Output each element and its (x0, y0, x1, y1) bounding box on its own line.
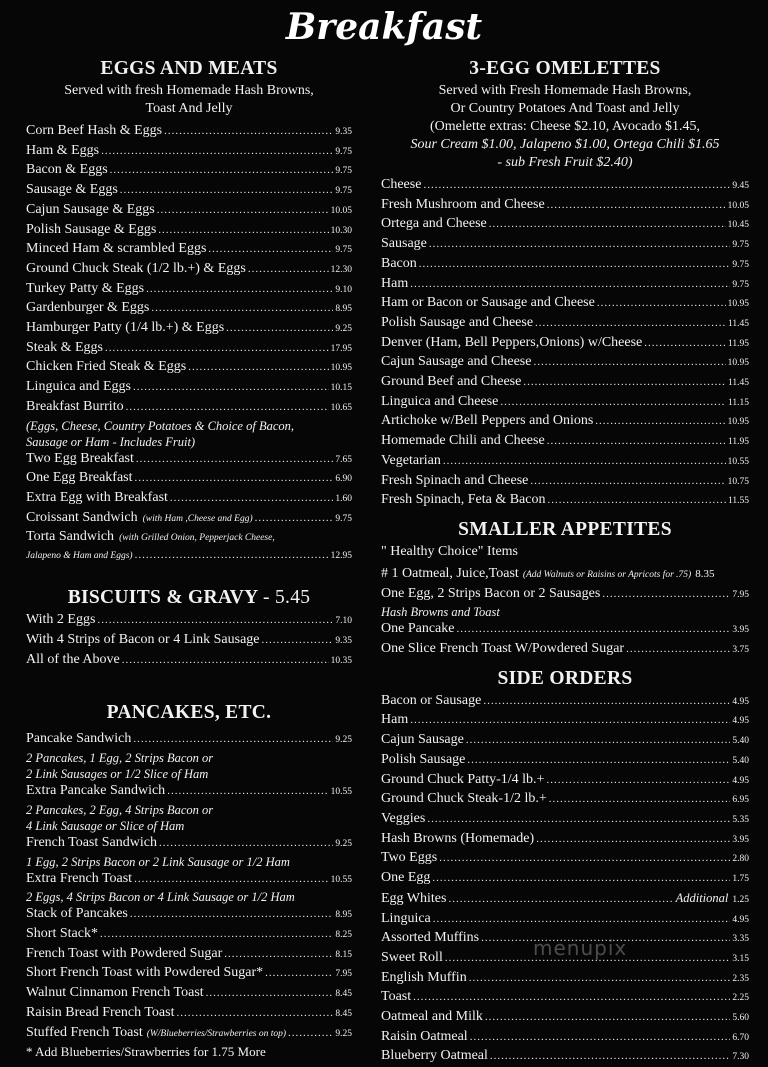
menu-item (381, 620, 749, 640)
menu-item (26, 834, 352, 854)
page-title: Breakfast (0, 6, 768, 48)
menu-item (26, 181, 352, 201)
menu-item-price: 11.45 (728, 374, 749, 393)
right-column (381, 56, 749, 1067)
menu-item (26, 1004, 352, 1024)
menu-item (26, 378, 352, 398)
section-heading-smaller: SMALLER APPETITES (381, 517, 749, 543)
menu-item-price: 9.75 (335, 241, 352, 260)
menu-item (26, 280, 352, 300)
menu-item-price: 2.25 (732, 989, 749, 1008)
menu-item-name: Short Stack* (26, 925, 98, 944)
section-price: - 5.45 (263, 587, 310, 608)
menu-list-biscuits (26, 611, 352, 670)
menu-item (26, 925, 352, 945)
menu-item (381, 711, 749, 731)
menu-item-name: Stack of Pancakes (26, 905, 128, 924)
menu-list-pancakes (26, 730, 352, 1023)
menu-item-price: 10.95 (728, 413, 749, 432)
menu-list-smaller (381, 620, 749, 659)
menu-item-price: 7.30 (732, 1048, 749, 1067)
menu-item-price: 9.45 (732, 177, 749, 196)
menu-item-price: 8.25 (335, 926, 352, 945)
menu-item-name: Bacon & Eggs (26, 161, 108, 180)
menu-item-name: Cheese (381, 176, 421, 195)
menu-item-price: 9.75 (335, 510, 352, 529)
menu-item-price: 1.25 (732, 891, 749, 910)
menu-item (381, 731, 749, 751)
menu-item-price: 3.95 (732, 831, 749, 850)
menu-item-price: 10.95 (728, 354, 749, 373)
section-heading-sides: SIDE ORDERS (381, 666, 749, 692)
menu-item-name: Ham or Bacon or Sausage and Cheese (381, 294, 595, 313)
menu-item-price: 7.65 (335, 451, 352, 470)
item-note: (Add Walnuts or Raisins or Apricots for .75) (523, 566, 691, 585)
menu-item-price: 5.40 (732, 752, 749, 771)
menu-item-price: 10.55 (331, 871, 352, 890)
menu-item (26, 651, 352, 671)
menu-item (381, 215, 749, 235)
menu-item-name: Ortega and Cheese (381, 215, 487, 234)
section-subtitle: Served with fresh Homemade Hash Browns, (26, 82, 352, 100)
menu-item-name: Two Eggs (381, 849, 437, 868)
menu-item-price: 10.45 (728, 216, 749, 235)
omelette-extras: - sub Fresh Fruit $2.40) (381, 154, 749, 172)
menu-item-name: Corn Beef Hash & Eggs (26, 122, 162, 141)
menu-item-name: Two Egg Breakfast (26, 450, 134, 469)
menu-item-price: 2.80 (732, 850, 749, 869)
menu-item (381, 235, 749, 255)
menu-item-price: 11.45 (728, 315, 749, 334)
menu-item (26, 161, 352, 181)
menu-item (381, 565, 749, 585)
menu-item-name: Stuffed French Toast (26, 1024, 143, 1043)
menu-item-name: Ground Beef and Cheese (381, 373, 521, 392)
menu-item-price: 10.55 (728, 453, 749, 472)
menu-item (381, 275, 749, 295)
menu-item (381, 314, 749, 334)
item-note: Additional (676, 889, 729, 908)
menu-item-price: 8.35 (695, 565, 714, 584)
item-note: (with Ham ,Cheese and Egg) (143, 510, 253, 529)
menu-item-price: 8.15 (335, 946, 352, 965)
menu-item (26, 469, 352, 489)
menu-item-price: 4.95 (732, 693, 749, 712)
menu-item-name: Croissant Sandwich (26, 509, 138, 528)
menu-item-name: French Toast Sandwich (26, 834, 157, 853)
menu-item-name: Linguica (381, 910, 431, 929)
menu-item (381, 751, 749, 771)
menu-item (381, 771, 749, 791)
menu-list-omelettes (381, 176, 749, 511)
menu-item-price: 1.60 (335, 490, 352, 509)
menu-item-name: Turkey Patty & Eggs (26, 280, 144, 299)
menu-item-name: Breakfast Burrito (26, 398, 124, 417)
menu-item-name: Homemade Chili and Cheese (381, 432, 545, 451)
menu-item-price: 10.75 (728, 473, 749, 492)
menu-item-name: Fresh Spinach and Cheese (381, 472, 528, 491)
menu-item-name: With 4 Strips of Bacon or 4 Link Sausage (26, 631, 260, 650)
menu-item-price: 4.95 (732, 772, 749, 791)
menu-item (26, 509, 352, 529)
menu-item (381, 889, 749, 910)
menu-item (381, 196, 749, 216)
menu-item (381, 640, 749, 660)
menu-item-name: Chicken Fried Steak & Eggs (26, 358, 186, 377)
menu-item-price: 10.35 (331, 652, 352, 671)
menu-item-name: Ham (381, 275, 408, 294)
menu-item-price: 5.60 (732, 1009, 749, 1028)
menu-item (26, 945, 352, 965)
section-heading-pancakes: PANCAKES, ETC. (26, 700, 352, 726)
footnote: * Add Blueberries/Strawberries for 1.75 More (26, 1043, 352, 1061)
item-note: (W/Blueberries/Strawberries on top) (147, 1025, 286, 1044)
menu-item-price: 6.90 (335, 470, 352, 489)
menu-item-price: 5.35 (732, 811, 749, 830)
menu-item-name: Extra French Toast (26, 870, 132, 889)
menu-item (381, 491, 749, 511)
menu-item (26, 730, 352, 750)
item-note: 4 Link Sausage or Slice of Ham (26, 818, 352, 834)
menu-item (26, 398, 352, 418)
menu-item (26, 122, 352, 142)
menu-item-name: Cajun Sausage (381, 731, 464, 750)
menu-item-name: Toast (381, 988, 411, 1007)
menu-item-price: 10.05 (331, 202, 352, 221)
item-note: Jalapeno & Ham and Eggs) (26, 548, 133, 565)
menu-item (26, 339, 352, 359)
menu-item-price: 9.25 (335, 1025, 352, 1044)
menu-item-price: 2.35 (732, 970, 749, 989)
menu-item-price: 3.15 (732, 950, 749, 969)
item-note: Sausage or Ham - Includes Fruit) (26, 434, 352, 450)
menu-item (381, 294, 749, 314)
menu-item (381, 849, 749, 869)
section-heading-biscuits: BISCUITS & GRAVY - 5.45 (26, 585, 352, 611)
menu-item-name: With 2 Eggs (26, 611, 95, 630)
menu-item (381, 176, 749, 196)
menu-item-name: French Toast with Powdered Sugar (26, 945, 222, 964)
item-note: 2 Eggs, 4 Strips Bacon or 4 Link Sausage or 1/2 Ham (26, 889, 352, 905)
menu-item-name: Ground Chuck Patty-1/4 lb.+ (381, 771, 544, 790)
menu-item (381, 452, 749, 472)
menu-item-name: # 1 Oatmeal, Juice,Toast (381, 565, 519, 584)
menu-item-name: Sweet Roll (381, 949, 443, 968)
menu-item-name: Vegetarian (381, 452, 441, 471)
menu-item (26, 782, 352, 802)
menu-item-name: Steak & Eggs (26, 339, 103, 358)
menu-item-name: Pancake Sandwich (26, 730, 131, 749)
menu-item (26, 611, 352, 631)
menu-item-price: 8.95 (335, 906, 352, 925)
menu-list-sides (381, 692, 749, 889)
menu-item (381, 830, 749, 850)
menu-item-price: 12.30 (331, 261, 352, 280)
menu-item-price: 9.75 (732, 256, 749, 275)
menu-item-name: Ground Chuck Steak (1/2 lb.+) & Eggs (26, 260, 246, 279)
menu-item-name: Extra Pancake Sandwich (26, 782, 165, 801)
menu-item-price: 8.45 (335, 1005, 352, 1024)
menu-item-name: Raisin Bread French Toast (26, 1004, 174, 1023)
menu-item (26, 240, 352, 260)
menu-item-price: 10.55 (331, 783, 352, 802)
omelette-extras: Sour Cream $1.00, Jalapeno $1.00, Ortega Chili $1.65 (381, 136, 749, 154)
menu-item-name: Ham (381, 711, 408, 730)
menu-item-price: 9.25 (335, 835, 352, 854)
menu-item-price: 7.95 (335, 965, 352, 984)
menu-item-name: Linguica and Eggs (26, 378, 131, 397)
menu-item (381, 692, 749, 712)
menu-item-name: One Egg (381, 869, 430, 888)
menu-item-price: 11.15 (728, 394, 749, 413)
omelette-extras: (Omelette extras: Cheese $2.10, Avocado $1.45, (381, 118, 749, 136)
menu-item (26, 631, 352, 651)
menu-item (381, 432, 749, 452)
menu-item-name: Ground Chuck Steak-1/2 lb.+ (381, 790, 547, 809)
menu-list-sides-2 (381, 910, 749, 1067)
menu-item (26, 984, 352, 1004)
menu-item-price: 9.75 (732, 236, 749, 255)
menu-item-name: Denver (Ham, Bell Peppers,Onions) w/Cheese (381, 334, 642, 353)
menu-item-name: Polish Sausage (381, 751, 465, 770)
menu-item-price: 6.70 (732, 1029, 749, 1048)
menu-item (381, 810, 749, 830)
menu-item-name: Sausage & Eggs (26, 181, 118, 200)
menu-item-price: 17.95 (331, 340, 352, 359)
menu-item-price: 9.25 (335, 731, 352, 750)
menu-item-price: 1.75 (732, 870, 749, 889)
menu-item (381, 393, 749, 413)
menu-item-name: Egg Whites (381, 890, 446, 909)
menu-item-price: 9.35 (335, 123, 352, 142)
menu-item (381, 353, 749, 373)
menu-item-price: 11.95 (728, 335, 749, 354)
menu-item-name: Linguica and Cheese (381, 393, 498, 412)
menu-item (381, 790, 749, 810)
menu-item-name: Sausage (381, 235, 427, 254)
menu-item (26, 221, 352, 241)
menu-item-price: 12.95 (331, 548, 352, 565)
menu-item-name: Minced Ham & scrambled Eggs (26, 240, 206, 259)
menu-item (26, 528, 352, 547)
menu-item-name: Fresh Spinach, Feta & Bacon (381, 491, 545, 510)
section-subtitle: Or Country Potatoes And Toast and Jelly (381, 100, 749, 118)
menu-item (26, 358, 352, 378)
menu-item (26, 547, 352, 565)
menu-item-name: English Muffin (381, 969, 467, 988)
menu-item (381, 373, 749, 393)
menu-item-price: 10.30 (331, 222, 352, 241)
menu-item-name: Polish Sausage & Eggs (26, 221, 156, 240)
menu-item-name: One Pancake (381, 620, 454, 639)
menu-item-name: Hamburger Patty (1/4 lb.+) & Eggs (26, 319, 224, 338)
menu-item (381, 1047, 749, 1067)
menu-item (381, 969, 749, 989)
menu-item (381, 585, 749, 605)
menu-item-price: 3.35 (732, 930, 749, 949)
item-note: 2 Pancakes, 2 Egg, 4 Strips Bacon or (26, 802, 352, 818)
menu-item-price: 10.15 (331, 379, 352, 398)
item-note: 2 Link Sausages or 1/2 Slice of Ham (26, 766, 352, 782)
menu-item-price: 6.95 (732, 791, 749, 810)
menu-item-price: 9.35 (335, 632, 352, 651)
menu-item-price: 9.75 (335, 182, 352, 201)
menu-item-price: 3.75 (732, 641, 749, 660)
menu-item-name: Polish Sausage and Cheese (381, 314, 533, 333)
menu-item (26, 450, 352, 470)
menu-item (26, 201, 352, 221)
menu-item-name: Artichoke w/Bell Peppers and Onions (381, 412, 593, 431)
menu-item (26, 489, 352, 509)
menu-item (381, 412, 749, 432)
menu-item (26, 299, 352, 319)
menu-item-name: One Egg, 2 Strips Bacon or 2 Sausages (381, 585, 600, 604)
menu-item-name: Torta Sandwich (26, 528, 114, 545)
menu-item-name: One Slice French Toast W/Powdered Sugar (381, 640, 624, 659)
item-note: (with Grilled Onion, Pepperjack Cheese, (119, 530, 275, 547)
menu-item-price: 9.10 (335, 281, 352, 300)
menu-item-price: 11.55 (728, 492, 749, 511)
menu-item-name: Veggies (381, 810, 425, 829)
menu-item-name: One Egg Breakfast (26, 469, 133, 488)
menu-item-name: Fresh Mushroom and Cheese (381, 196, 545, 215)
menu-item-name: Assorted Muffins (381, 929, 479, 948)
menu-item-price: 5.40 (732, 732, 749, 751)
menu-item (26, 905, 352, 925)
menu-item (26, 964, 352, 984)
menu-item-price: 3.95 (732, 621, 749, 640)
item-note: 1 Egg, 2 Strips Bacon or 2 Link Sausage or 1/2 Ham (26, 854, 352, 870)
menu-list-eggs (26, 122, 352, 418)
menu-item-price: 10.95 (331, 359, 352, 378)
menu-item (26, 260, 352, 280)
healthy-label: " Healthy Choice" Items (381, 543, 749, 561)
menu-item-price: 9.25 (335, 320, 352, 339)
menu-item (26, 870, 352, 890)
menu-item (381, 255, 749, 275)
menu-item (381, 869, 749, 889)
menu-item-price: 10.65 (331, 399, 352, 418)
watermark: menupix (533, 936, 627, 960)
menu-item-price: 8.45 (335, 985, 352, 1004)
menu-item (26, 319, 352, 339)
menu-item-price: 10.95 (728, 295, 749, 314)
menu-item-price: 4.95 (732, 712, 749, 731)
menu-item-name: Blueberry Oatmeal (381, 1047, 488, 1066)
menu-item-price: 4.95 (732, 911, 749, 930)
menu-item-name: Cajun Sausage and Cheese (381, 353, 531, 372)
item-note: Hash Browns and Toast (381, 604, 749, 620)
menu-item-name: Extra Egg with Breakfast (26, 489, 168, 508)
menu-item (381, 472, 749, 492)
menu-item-name: Raisin Oatmeal (381, 1028, 468, 1047)
menu-item-price: 7.95 (732, 586, 749, 605)
menu-item-name: Hash Browns (Homemade) (381, 830, 534, 849)
menu-list-eggs-2 (26, 450, 352, 509)
menu-item-name: Bacon or Sausage (381, 692, 481, 711)
menu-item-price: 10.05 (728, 197, 749, 216)
section-subtitle: Toast And Jelly (26, 100, 352, 118)
menu-item-name: Bacon (381, 255, 417, 274)
item-note: (Eggs, Cheese, Country Potatoes & Choice of Bacon, (26, 418, 352, 434)
menu-item-price: 9.75 (732, 276, 749, 295)
menu-item-name: Ham & Eggs (26, 142, 99, 161)
menu-item-name: All of the Above (26, 651, 120, 670)
menu-item (381, 334, 749, 354)
section-subtitle: Served with Fresh Homemade Hash Browns, (381, 82, 749, 100)
section-heading-omelettes: 3-EGG OMELETTES (381, 56, 749, 82)
menu-item-price: 7.10 (335, 612, 352, 631)
item-note: 2 Pancakes, 1 Egg, 2 Strips Bacon or (26, 750, 352, 766)
menu-item-price: 9.75 (335, 143, 352, 162)
menu-item (381, 988, 749, 1008)
menu-item (381, 910, 749, 930)
menu-item-price: 11.95 (728, 433, 749, 452)
left-column (26, 56, 352, 1061)
menu-item-name: Short French Toast with Powdered Sugar* (26, 964, 263, 983)
menu-item (26, 142, 352, 162)
menu-item-name: Walnut Cinnamon French Toast (26, 984, 204, 1003)
menu-item (26, 1024, 352, 1044)
menu-item-price: 8.95 (335, 300, 352, 319)
section-heading-eggs: EGGS AND MEATS (26, 56, 352, 82)
menu-item-name: Cajun Sausage & Eggs (26, 201, 155, 220)
menu-item-price: 9.75 (335, 162, 352, 181)
menu-item (381, 1008, 749, 1028)
menu-item-name: Oatmeal and Milk (381, 1008, 483, 1027)
menu-item-name: Gardenburger & Eggs (26, 299, 149, 318)
